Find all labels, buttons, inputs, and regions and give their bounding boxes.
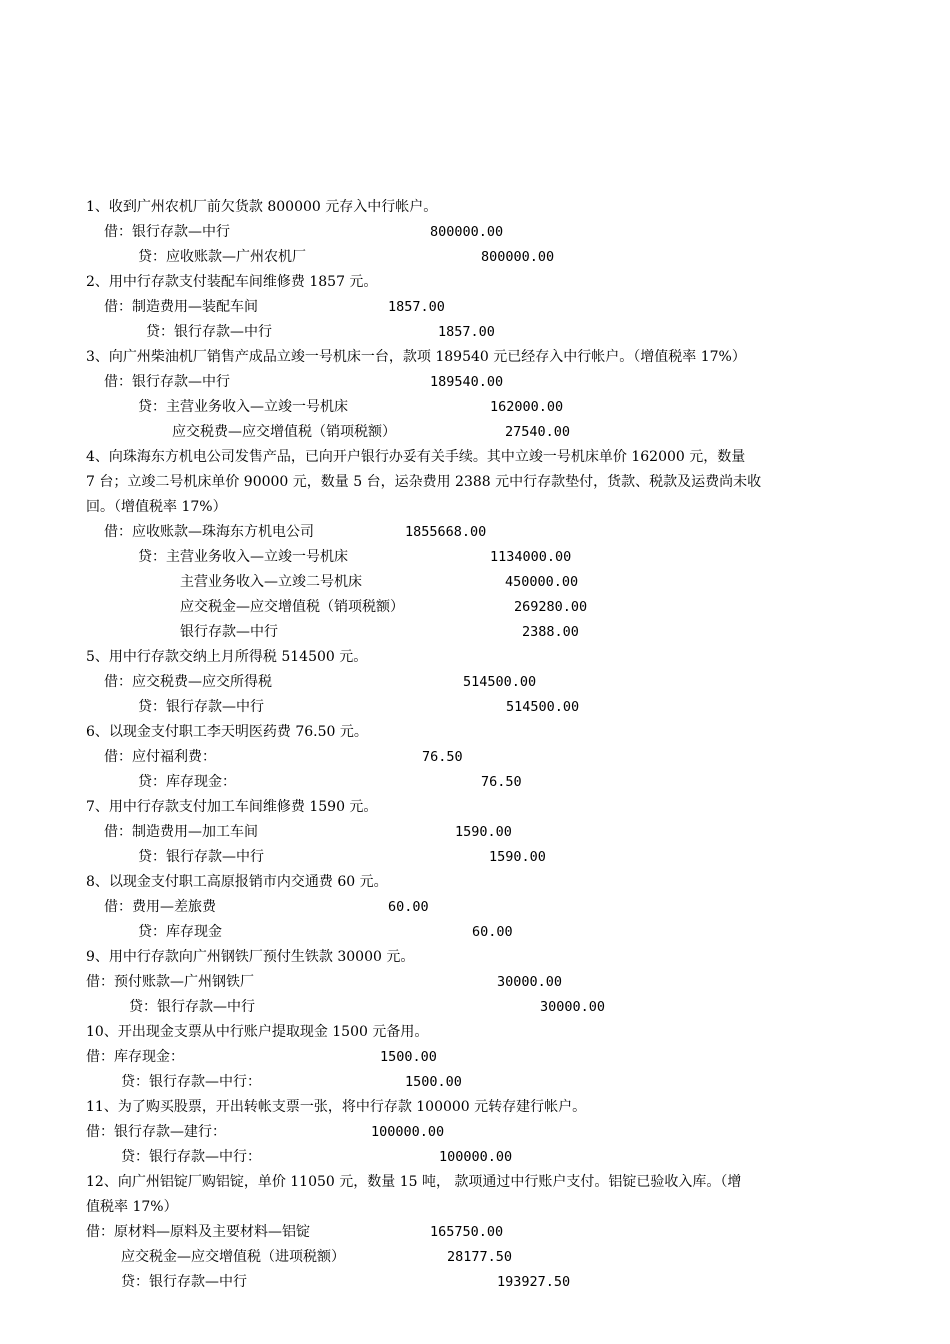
question-8: 8、以现金支付职工高原报销市内交通费 60 元。 bbox=[86, 874, 388, 890]
debit-account: 借：银行存款—中行 bbox=[104, 224, 230, 240]
credit-account: 贷：银行存款—中行 bbox=[138, 849, 264, 865]
credit-amount: 450000.00 bbox=[505, 574, 579, 590]
credit-amount: 800000.00 bbox=[481, 249, 555, 265]
credit-account: 贷：应收账款—广州农机厂 bbox=[138, 249, 306, 265]
debit-account: 借：费用—差旅费 bbox=[104, 899, 216, 915]
debit-account: 借：库存现金： bbox=[86, 1049, 184, 1065]
question-9: 9、用中行存款向广州钢铁厂预付生铁款 30000 元。 bbox=[86, 949, 415, 965]
debit-amount: 1855668.00 bbox=[405, 524, 487, 540]
credit-account: 贷：银行存款—中行 bbox=[146, 324, 272, 340]
credit-amount: 1857.00 bbox=[438, 324, 495, 340]
debit-account: 应交税金—应交增值税（进项税额） bbox=[121, 1249, 345, 1265]
debit-account: 借：制造费用—加工车间 bbox=[104, 824, 258, 840]
debit-account: 借：预付账款—广州钢铁厂 bbox=[86, 974, 254, 990]
credit-account: 贷：主营业务收入—立竣一号机床 bbox=[138, 399, 348, 415]
question-4-line-3: 回。（增值税率 17%） bbox=[86, 499, 227, 515]
credit-amount: 30000.00 bbox=[540, 999, 606, 1015]
debit-account: 借：原材料—原料及主要材料—铝锭 bbox=[86, 1224, 310, 1240]
credit-account: 贷：银行存款—中行： bbox=[121, 1149, 261, 1165]
credit-amount: 193927.50 bbox=[497, 1274, 571, 1290]
credit-amount: 60.00 bbox=[472, 924, 513, 940]
debit-account: 借：应付福利费： bbox=[104, 749, 216, 765]
credit-account: 主营业务收入—立竣二号机床 bbox=[180, 574, 362, 590]
debit-amount: 189540.00 bbox=[430, 374, 504, 390]
credit-amount: 269280.00 bbox=[514, 599, 588, 615]
debit-account: 借：应收账款—珠海东方机电公司 bbox=[104, 524, 314, 540]
credit-amount: 162000.00 bbox=[490, 399, 564, 415]
question-4-line-1: 4、向珠海东方机电公司发售产品，已向开户银行办妥有关手续。其中立竣一号机床单价 162000 元，数量 bbox=[86, 449, 746, 465]
credit-amount: 76.50 bbox=[481, 774, 522, 790]
credit-amount: 100000.00 bbox=[439, 1149, 513, 1165]
question-2: 2、用中行存款支付装配车间维修费 1857 元。 bbox=[86, 274, 378, 290]
question-5: 5、用中行存款交纳上月所得税 514500 元。 bbox=[86, 649, 368, 665]
debit-amount: 100000.00 bbox=[371, 1124, 445, 1140]
debit-amount: 28177.50 bbox=[447, 1249, 513, 1265]
debit-amount: 76.50 bbox=[422, 749, 463, 765]
credit-account: 贷：银行存款—中行 bbox=[138, 699, 264, 715]
question-1: 1、收到广州农机厂前欠货款 800000 元存入中行帐户。 bbox=[86, 199, 438, 215]
debit-account: 借：银行存款—建行： bbox=[86, 1124, 226, 1140]
question-7: 7、用中行存款支付加工车间维修费 1590 元。 bbox=[86, 799, 378, 815]
credit-amount: 514500.00 bbox=[506, 699, 580, 715]
credit-account: 贷：银行存款—中行： bbox=[121, 1074, 261, 1090]
debit-account: 借：制造费用—装配车间 bbox=[104, 299, 258, 315]
question-12-line-2: 值税率 17%） bbox=[86, 1199, 178, 1215]
debit-amount: 800000.00 bbox=[430, 224, 504, 240]
credit-account: 应交税费—应交增值税（销项税额） bbox=[172, 424, 396, 440]
credit-account: 贷：主营业务收入—立竣一号机床 bbox=[138, 549, 348, 565]
question-4-line-2: 7 台；立竣二号机床单价 90000 元，数量 5 台，运杂费用 2388 元中行存款垫付，货款、税款及运费尚未收 bbox=[86, 474, 762, 490]
credit-amount: 2388.00 bbox=[522, 624, 579, 640]
credit-amount: 1500.00 bbox=[405, 1074, 462, 1090]
debit-amount: 30000.00 bbox=[497, 974, 563, 990]
credit-account: 贷：银行存款—中行 bbox=[121, 1274, 247, 1290]
debit-amount: 514500.00 bbox=[463, 674, 537, 690]
question-6: 6、以现金支付职工李天明医药费 76.50 元。 bbox=[86, 724, 368, 740]
credit-amount: 27540.00 bbox=[505, 424, 571, 440]
credit-account: 银行存款—中行 bbox=[180, 624, 278, 640]
debit-account: 借：应交税费—应交所得税 bbox=[104, 674, 272, 690]
debit-amount: 60.00 bbox=[388, 899, 429, 915]
debit-amount: 1590.00 bbox=[455, 824, 512, 840]
credit-amount: 1134000.00 bbox=[490, 549, 572, 565]
credit-amount: 1590.00 bbox=[489, 849, 546, 865]
credit-account: 应交税金—应交增值税（销项税额） bbox=[180, 599, 404, 615]
credit-account: 贷：银行存款—中行 bbox=[129, 999, 255, 1015]
question-11: 11、为了购买股票，开出转帐支票一张，将中行存款 100000 元转存建行帐户。 bbox=[86, 1099, 587, 1115]
debit-account: 借：银行存款—中行 bbox=[104, 374, 230, 390]
credit-account: 贷：库存现金 bbox=[138, 924, 222, 940]
question-12-line-1: 12、向广州铝锭厂购铝锭，单价 11050 元，数量 15 吨， 款项通过中行账户支付。铝锭已验收入库。（增 bbox=[86, 1174, 742, 1190]
debit-amount: 165750.00 bbox=[430, 1224, 504, 1240]
debit-amount: 1857.00 bbox=[388, 299, 445, 315]
debit-amount: 1500.00 bbox=[380, 1049, 437, 1065]
credit-account: 贷：库存现金： bbox=[138, 774, 236, 790]
question-10: 10、开出现金支票从中行账户提取现金 1500 元备用。 bbox=[86, 1024, 429, 1040]
question-3: 3、向广州柴油机厂销售产成品立竣一号机床一台，款项 189540 元已经存入中行帐户。（增值税率 17%） bbox=[86, 349, 746, 365]
